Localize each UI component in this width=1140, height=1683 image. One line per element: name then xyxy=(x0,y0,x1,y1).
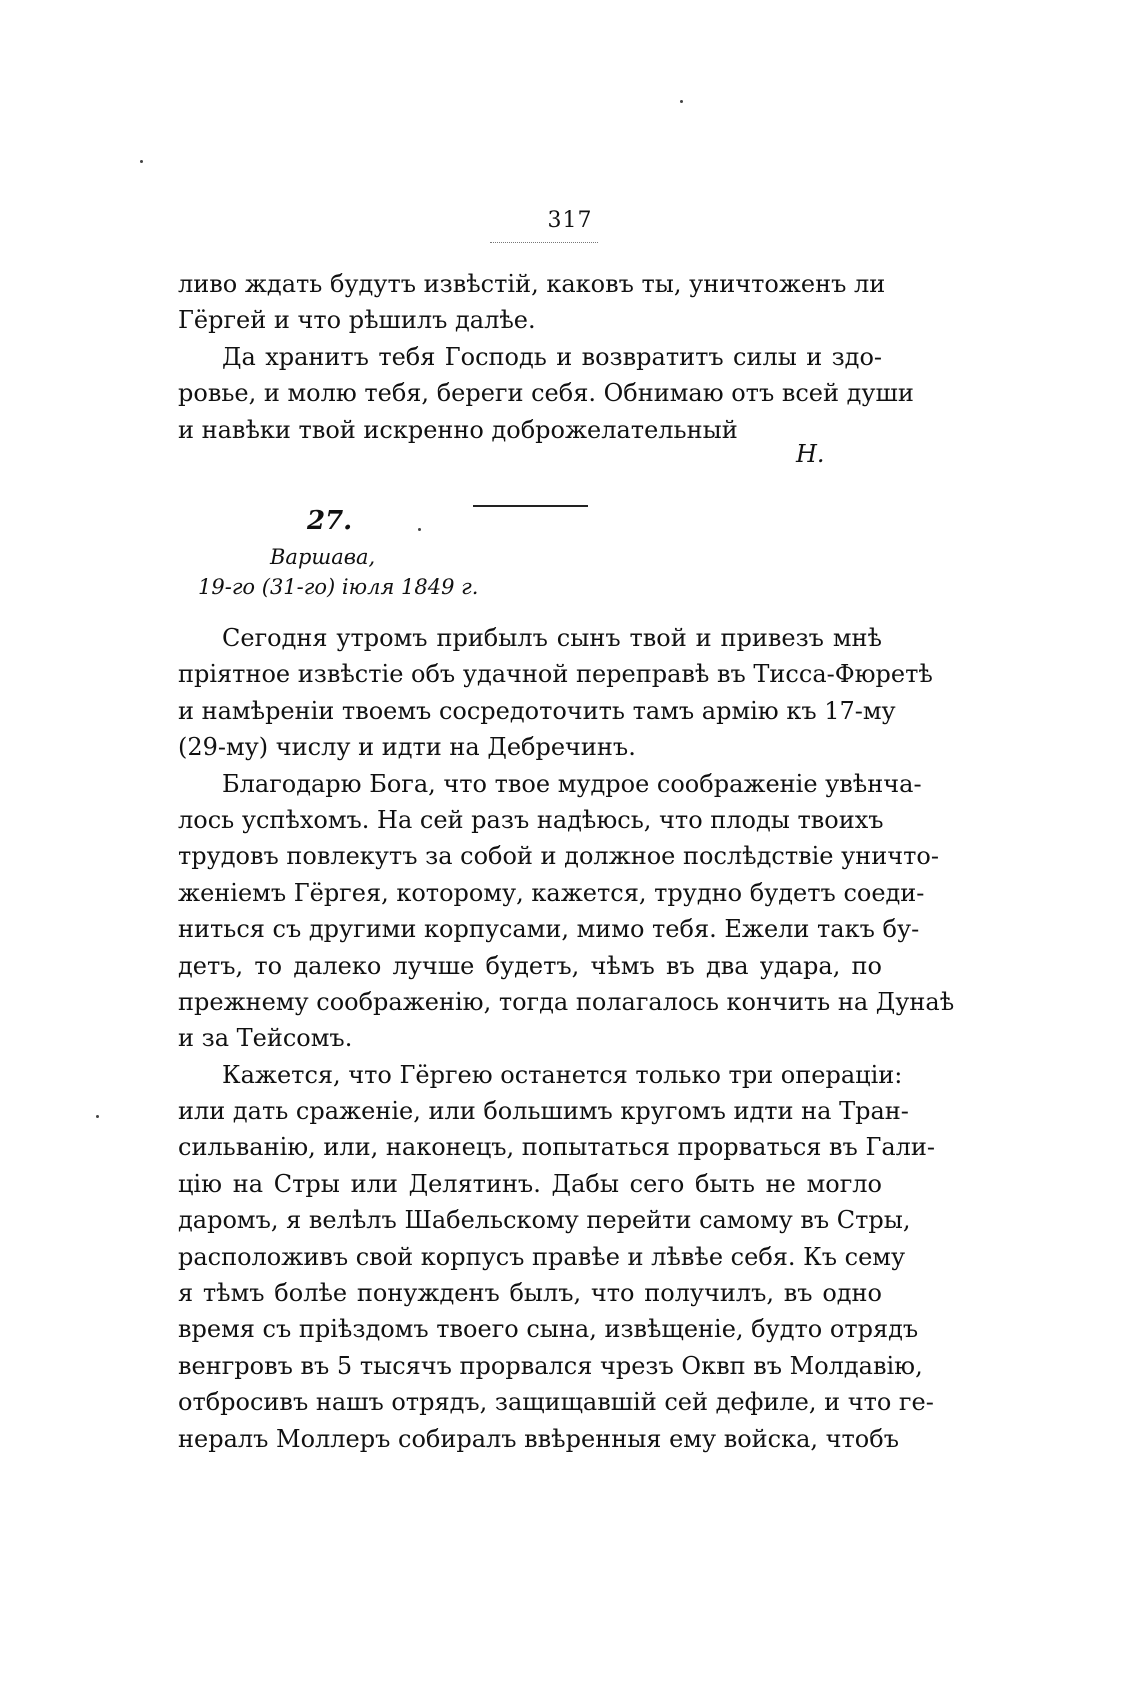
text-line: Кажется, что Гёргею останется только три операціи: xyxy=(222,1060,903,1089)
text-line: или дать сраженіе, или большимъ кругомъ идти на Тран- xyxy=(178,1097,909,1126)
letter-date: 19-го (31-го) іюля 1849 г. xyxy=(198,575,479,599)
signature: Н. xyxy=(796,440,825,468)
text-line: трудовъ повлекутъ за собой и должное послѣдствіе уничто- xyxy=(178,842,939,871)
text-line: и намѣреніи твоемъ сосредоточить тамъ армію къ 17-му xyxy=(178,696,896,725)
scan-speck xyxy=(140,160,143,163)
text-line: лось успѣхомъ. На сей разъ надѣюсь, что плоды твоихъ xyxy=(178,805,884,834)
scan-speck xyxy=(418,528,421,531)
text-line: и за Тейсомъ. xyxy=(178,1024,353,1053)
previous-letter-ending xyxy=(178,266,914,448)
section-separator xyxy=(473,505,588,507)
letter-body xyxy=(178,620,955,1457)
text-line: женіемъ Гёргея, которому, кажется, трудно будетъ соеди- xyxy=(178,878,925,907)
text-line: Сегодня утромъ прибылъ сынъ твой и привезъ мнѣ xyxy=(222,624,882,652)
text-line: я тѣмъ болѣе понужденъ былъ, что получилъ, въ одно xyxy=(178,1279,882,1308)
text-line: Благодарю Бога, что твое мудрое соображеніе увѣнча- xyxy=(222,769,922,798)
text-line: детъ, то далеко лучше будетъ, чѣмъ въ два удара, по xyxy=(178,951,882,980)
text-line: (29-му) числу и идти на Дебречинъ. xyxy=(178,733,636,762)
text-line: расположивъ свой корпусъ правѣе и лѣвѣе себя. Къ сему xyxy=(178,1242,906,1271)
text-line: нералъ Моллеръ собиралъ ввѣренныя ему войска, чтобъ xyxy=(178,1424,899,1453)
text-line: ливо ждать будутъ извѣстій, каковъ ты, уничтоженъ ли xyxy=(178,270,886,298)
text-line: сильванію, или, наконецъ, попытаться прорваться въ Гали- xyxy=(178,1133,935,1162)
text-line: цію на Стры или Делятинъ. Дабы сего быть не могло xyxy=(178,1169,882,1198)
scan-speck xyxy=(96,1115,99,1118)
text-line: прежнему соображенію, тогда полагалось кончить на Дунаѣ xyxy=(178,987,955,1016)
text-line: ниться съ другими корпусами, мимо тебя. Ежели такъ бу- xyxy=(178,915,920,944)
scan-speck xyxy=(680,100,683,103)
text-line: отбросивъ нашъ отрядъ, защищавшій сей дефиле, и что ге- xyxy=(178,1388,934,1417)
text-line: Гёргей и что рѣшилъ далѣе. xyxy=(178,306,536,335)
text-line: даромъ, я велѣлъ Шабельскому перейти самому въ Стры, xyxy=(178,1206,911,1235)
page-number-rule xyxy=(490,242,598,243)
letter-number: 27. xyxy=(307,506,353,536)
text-line: венгровъ въ 5 тысячъ прорвался чрезъ Оквп въ Молдавію, xyxy=(178,1351,923,1380)
text-line: и навѣки твой искренно доброжелательный xyxy=(178,415,738,444)
text-line: Да хранитъ тебя Господь и возвратитъ силы и здо- xyxy=(222,342,882,371)
page-number: 317 xyxy=(547,208,593,233)
text-line: ровье, и молю тебя, береги себя. Обнимаю отъ всей души xyxy=(178,379,914,408)
text-line: пріятное извѣстіе объ удачной переправѣ въ Тисса-Фюретѣ xyxy=(178,660,933,689)
text-line: время съ пріѣздомъ твоего сына, извѣщеніе, будто отрядъ xyxy=(178,1315,919,1344)
letter-place: Варшава, xyxy=(270,545,376,569)
